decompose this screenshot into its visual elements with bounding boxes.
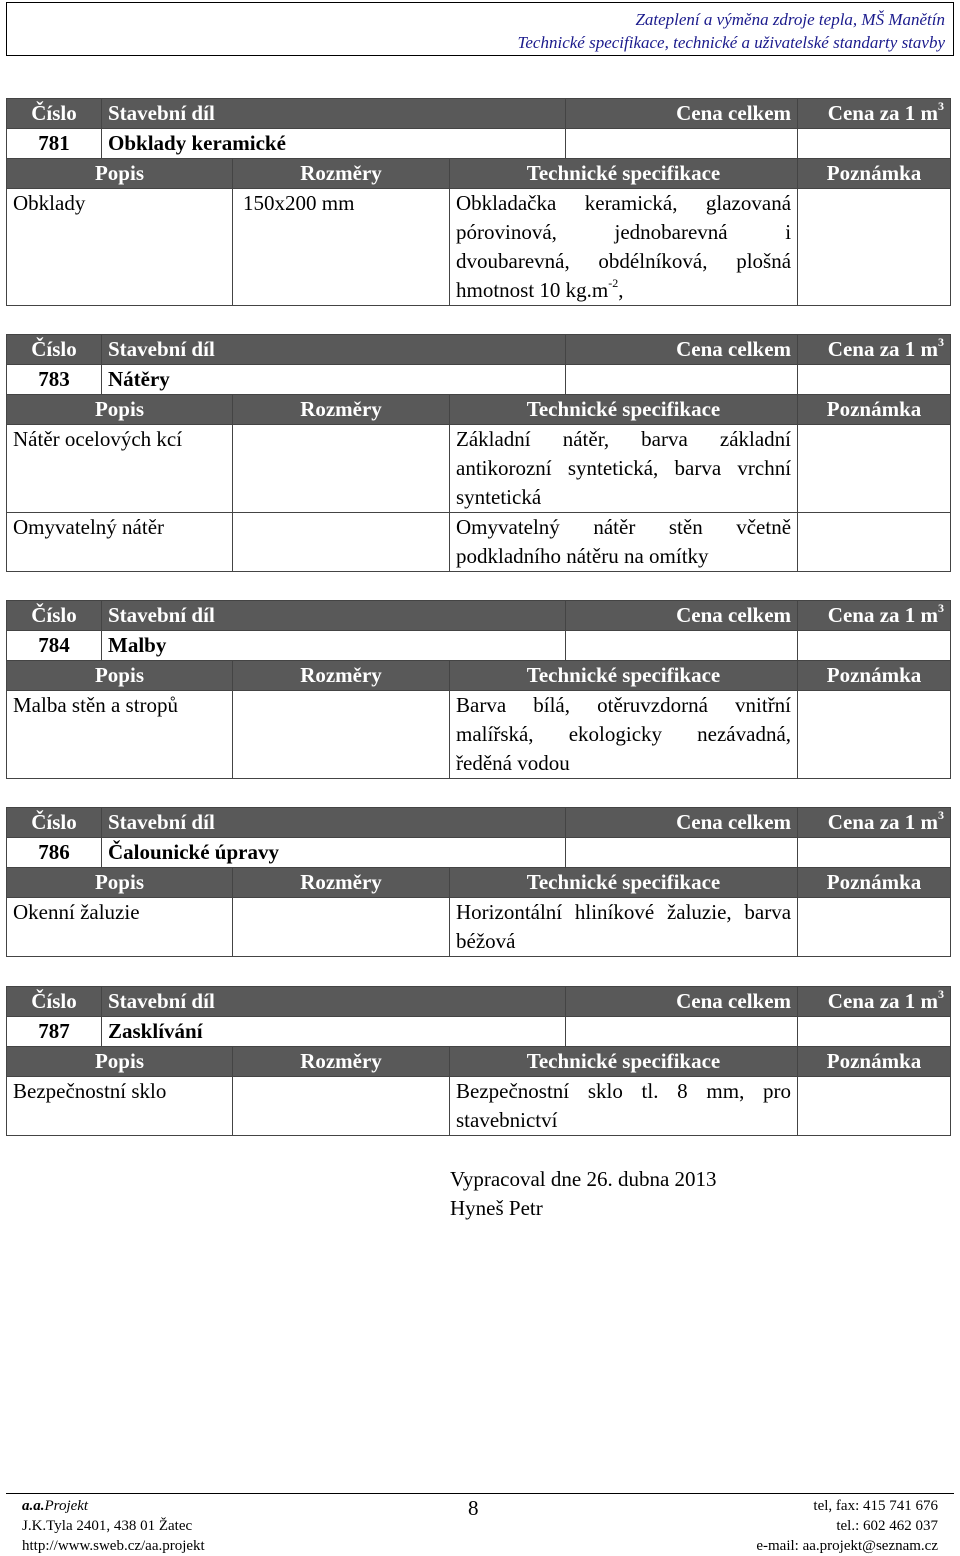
row-poznamka [798,189,951,306]
section-table-786 [6,807,951,957]
col-poznamka: Poznámka [798,159,951,189]
col-rozmery: Rozměry [233,159,450,189]
section-unit-price-cell [798,365,951,395]
row-poznamka [798,425,951,513]
section-title-row [7,129,951,159]
section-unit-price-cell [798,1017,951,1047]
row-rozmery [233,1077,450,1136]
footer-divider [6,1493,954,1494]
footer-address: J.K.Tyla 2401, 438 01 Žatec [22,1518,193,1534]
section-name: Čalounické úpravy [102,838,566,868]
row-popis: Obklady [7,189,233,306]
col-poznamka: Poznámka [798,395,951,425]
col-cislo: Číslo [7,335,102,365]
section-unit-price-cell [798,838,951,868]
section-number: 783 [7,365,102,395]
section-total-cell [566,838,798,868]
section-title-row [7,631,951,661]
table-row [7,189,951,306]
row-rozmery [233,898,450,957]
section-number: 786 [7,838,102,868]
col-rozmery: Rozměry [233,661,450,691]
section-number: 787 [7,1017,102,1047]
section-table-783 [6,334,951,572]
table-row [7,1077,951,1136]
col-cislo: Číslo [7,808,102,838]
signoff-date: Vypracoval dne 26. dubna 2013 [450,1167,717,1191]
section-header-row [7,601,951,631]
col-cena-celkem: Cena celkem [566,335,798,365]
footer-telfax: tel, fax: 415 741 676 [813,1498,938,1514]
col-stavebni-dil: Stavební díl [102,808,566,838]
page-header [6,2,954,56]
table-row [7,513,951,572]
section-header-row [7,808,951,838]
section-number: 784 [7,631,102,661]
section-header-row [7,335,951,365]
section-title-row [7,365,951,395]
col-popis: Popis [7,1047,233,1077]
col-stavebni-dil: Stavební díl [102,601,566,631]
row-spec: Horizontální hliníkové žaluzie, barva béžová [450,898,798,957]
col-popis: Popis [7,868,233,898]
col-cena-za: Cena za 1 $m^3$ [798,99,951,129]
col-cislo: Číslo [7,99,102,129]
section-subheader-row [7,661,951,691]
section-name: Nátěry [102,365,566,395]
section-table-787 [6,986,951,1136]
section-title-row [7,1017,951,1047]
section-header-row [7,987,951,1017]
footer-brand: a.a.Projekt [22,1498,89,1514]
col-rozmery: Rozměry [233,1047,450,1077]
col-stavebni-dil: Stavební díl [102,987,566,1017]
col-rozmery: Rozměry [233,395,450,425]
col-cena-celkem: Cena celkem [566,601,798,631]
section-title-row [7,838,951,868]
col-tech-spec: Technické specifikace [450,661,798,691]
col-poznamka: Poznámka [798,1047,951,1077]
row-rozmery: 150x200 mm [233,189,450,306]
page-number: 8 [468,1496,479,1520]
row-spec: Barva bílá, otěruvzdorná vnitřní malířská, ekologicky nezávadná, ředěná vodou [450,691,798,779]
row-poznamka [798,898,951,957]
signoff [450,1165,717,1223]
header-subtitle: Technické specifikace, technické a uživatelské standarty stavby [517,33,945,52]
col-cena-za: Cena za 1 $m^3$ [798,335,951,365]
section-name: Zasklívání [102,1017,566,1047]
footer-web-link[interactable]: http://www.sweb.cz/aa.projekt [22,1538,205,1554]
row-spec: Bezpečnostní sklo tl. 8 mm, pro stavebnictví [450,1077,798,1136]
section-table-784 [6,600,951,779]
row-poznamka [798,513,951,572]
table-row [7,425,951,513]
col-cena-celkem: Cena celkem [566,99,798,129]
col-cena-celkem: Cena celkem [566,987,798,1017]
col-tech-spec: Technické specifikace [450,395,798,425]
col-cena-za: Cena za 1 $m^3$ [798,808,951,838]
row-spec: Základní nátěr, barva základní antikorozní syntetická, barva vrchní syntetická [450,425,798,513]
col-tech-spec: Technické specifikace [450,159,798,189]
row-popis: Malba stěn a stropů [7,691,233,779]
section-subheader-row [7,395,951,425]
section-unit-price-cell [798,631,951,661]
section-name: Obklady keramické [102,129,566,159]
section-number: 781 [7,129,102,159]
section-table-781 [6,98,951,306]
row-poznamka [798,691,951,779]
col-popis: Popis [7,159,233,189]
col-tech-spec: Technické specifikace [450,868,798,898]
row-poznamka [798,1077,951,1136]
section-unit-price-cell [798,129,951,159]
row-rozmery [233,425,450,513]
section-subheader-row [7,1047,951,1077]
row-rozmery [233,691,450,779]
table-row [7,898,951,957]
signoff-author: Hyneš Petr [450,1196,543,1220]
row-popis: Nátěr ocelových kcí [7,425,233,513]
col-cena-za: Cena za 1 $m^3$ [798,601,951,631]
footer-tel: tel.: 602 462 037 [836,1518,938,1534]
section-total-cell [566,365,798,395]
col-popis: Popis [7,395,233,425]
row-popis: Bezpečnostní sklo [7,1077,233,1136]
col-rozmery: Rozměry [233,868,450,898]
row-spec: Obkladačka keramická, glazovaná pórovinová, jednobarevná i dvoubarevná, obdélníková, plošná hmotnost 10 $kg.m^{-2}$, [450,189,798,306]
footer-email-link[interactable]: e-mail: aa.projekt@seznam.cz [756,1538,938,1554]
col-poznamka: Poznámka [798,661,951,691]
col-cena-za: Cena za 1 $m^3$ [798,987,951,1017]
section-header-row [7,99,951,129]
section-subheader-row [7,159,951,189]
table-row [7,691,951,779]
section-total-cell [566,631,798,661]
row-popis: Omyvatelný nátěr [7,513,233,572]
row-spec: Omyvatelný nátěr stěn včetně podkladního nátěru na omítky [450,513,798,572]
header-title: Zateplení a výměna zdroje tepla, MŠ Manětín [635,10,945,29]
section-total-cell [566,129,798,159]
col-cena-celkem: Cena celkem [566,808,798,838]
footer-company [22,1496,205,1556]
col-cislo: Číslo [7,987,102,1017]
col-popis: Popis [7,661,233,691]
row-rozmery [233,513,450,572]
col-poznamka: Poznámka [798,868,951,898]
col-stavebni-dil: Stavební díl [102,335,566,365]
row-popis: Okenní žaluzie [7,898,233,957]
col-cislo: Číslo [7,601,102,631]
col-stavebni-dil: Stavební díl [102,99,566,129]
section-name: Malby [102,631,566,661]
section-subheader-row [7,868,951,898]
section-total-cell [566,1017,798,1047]
footer-contact [756,1496,938,1556]
col-tech-spec: Technické specifikace [450,1047,798,1077]
